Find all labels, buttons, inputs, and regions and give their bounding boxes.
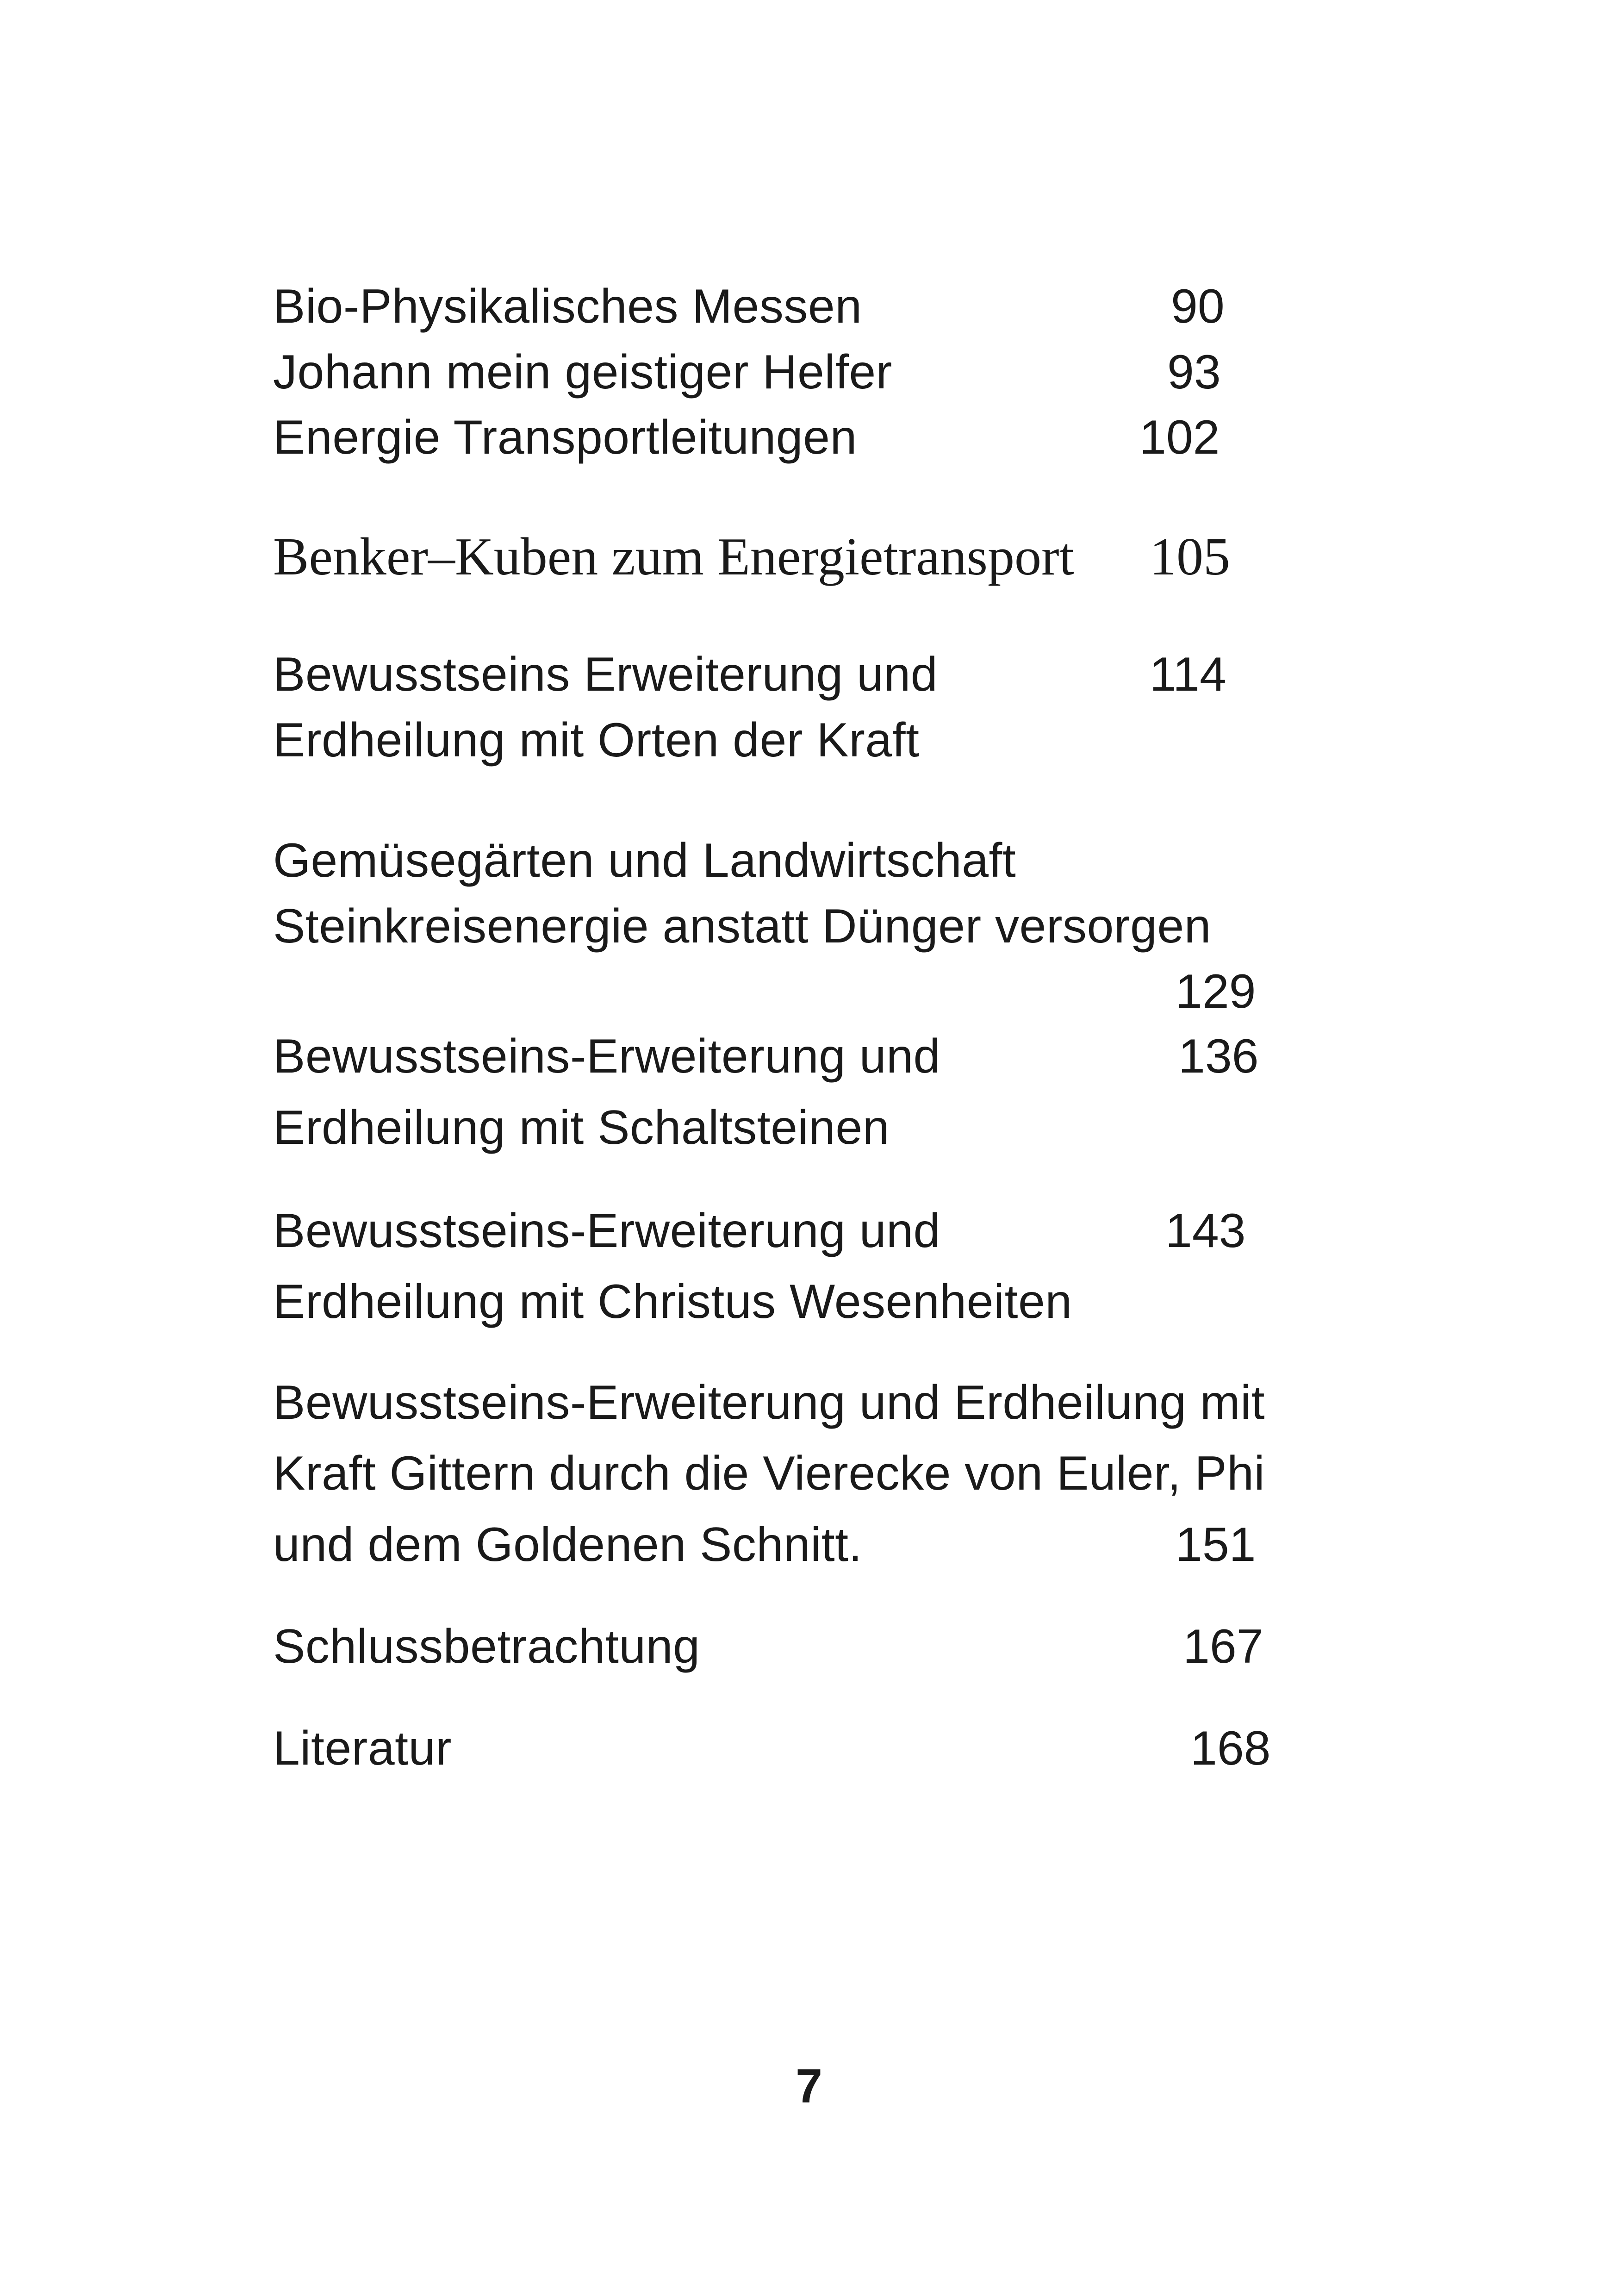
toc-entry-title-continued: und dem Goldenen Schnitt.: [273, 1518, 862, 1572]
toc-entry-title: Schlussbetrachtung: [273, 1620, 700, 1673]
page-number: 7: [796, 2059, 822, 2113]
toc-entry-page: 90: [1171, 280, 1225, 333]
toc-entry-title: Johann mein geistiger Helfer: [273, 345, 892, 399]
toc-entry-page: 114: [1150, 648, 1226, 701]
toc-entry-page: 102: [1139, 411, 1220, 464]
toc-entry-page: 167: [1183, 1620, 1263, 1673]
toc-entry-page: 143: [1165, 1204, 1246, 1258]
toc-entry-title: Literatur: [273, 1722, 452, 1775]
toc-entry-title-continued: Erdheilung mit Christus Wesenheiten: [273, 1275, 1072, 1329]
toc-entry-title: Bio-Physikalisches Messen: [273, 280, 862, 333]
toc-entry-title: Bewusstseins Erweiterung und: [273, 648, 938, 701]
toc-entry-title-continued: Kraft Gittern durch die Vierecke von Euler, Phi: [273, 1447, 1265, 1500]
toc-entry-title-continued: Erdheilung mit Schaltsteinen: [273, 1101, 890, 1154]
toc-entry-page: 105: [1150, 527, 1230, 586]
toc-entry-title: Bewusstseins-Erweiterung und: [273, 1204, 940, 1258]
toc-entry-title-continued: Steinkreisenergie anstatt Dünger versorgen: [273, 899, 1212, 953]
toc-entry-title: Gemüsegärten und Landwirtschaft: [273, 834, 1016, 887]
toc-entry-page: 129: [1176, 965, 1256, 1018]
toc-entry-page: 168: [1190, 1722, 1271, 1775]
toc-entry-title: Bewusstseins-Erweiterung und: [273, 1029, 940, 1083]
toc-entry-title-continued: Erdheilung mit Orten der Kraft: [273, 713, 920, 767]
toc-entry-page: 136: [1178, 1029, 1259, 1083]
toc-entry-page: 151: [1176, 1518, 1256, 1572]
toc-entry-page: 93: [1167, 345, 1221, 399]
toc-entry-title: Energie Transportleitungen: [273, 411, 857, 464]
toc-entry-title: Bewusstseins-Erweiterung und Erdheilung mit: [273, 1376, 1265, 1429]
toc-entry-title: Benker–Kuben zum Energietransport: [273, 527, 1074, 586]
